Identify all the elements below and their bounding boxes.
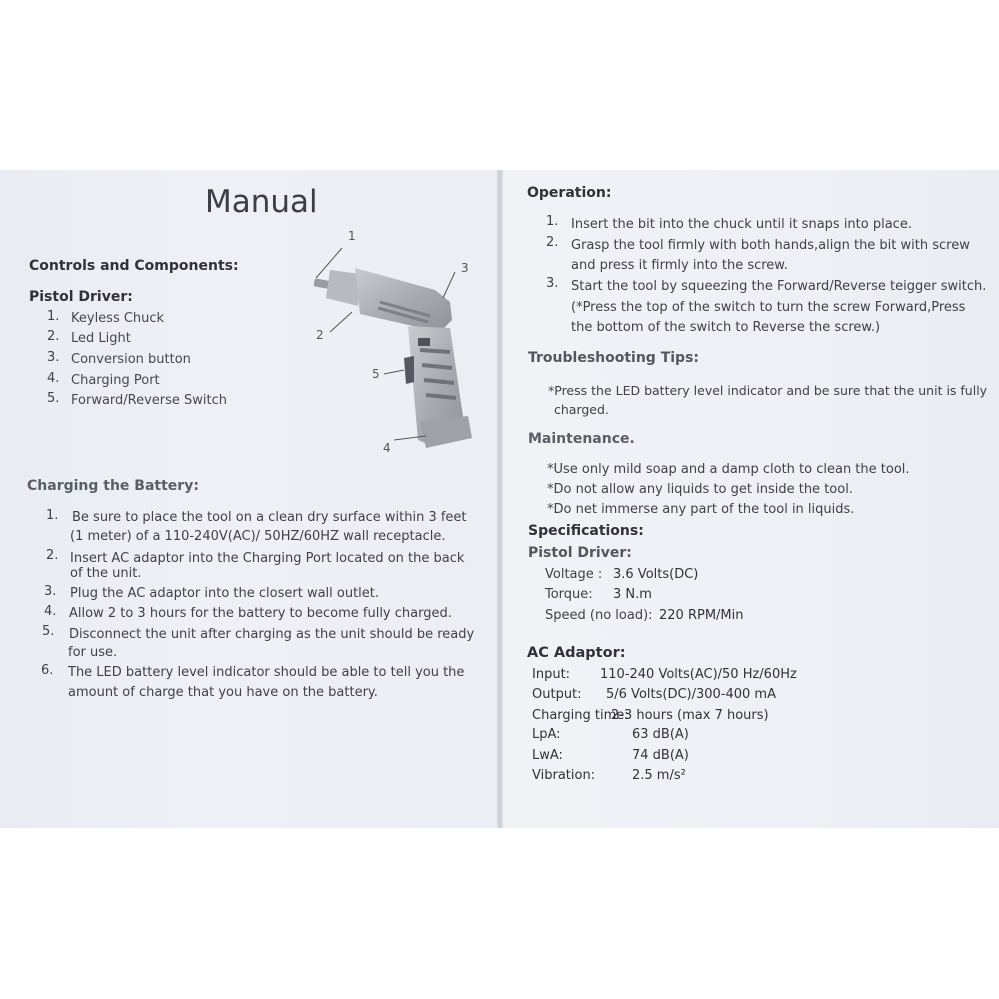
callout-1: 1 — [348, 229, 356, 243]
spec-label: LwA: — [532, 748, 563, 763]
troubleshooting-tip: charged. — [554, 402, 609, 417]
page-title: Manual — [205, 184, 318, 220]
specifications-heading: Specifications: — [528, 523, 644, 539]
spec-value: 3.6 Volts(DC) — [613, 567, 699, 582]
spec-label: Voltage : — [545, 567, 603, 582]
spec-label: Vibration: — [532, 768, 596, 783]
operation-step-line: (*Press the top of the switch to turn the screw Forward,Press — [571, 300, 966, 315]
callout-4: 4 — [383, 441, 391, 455]
spec-value: 74 dB(A) — [632, 748, 689, 763]
charging-step-line: amount of charge that you have on the battery. — [68, 685, 378, 700]
spec-label: Torque: — [545, 587, 593, 602]
spec-label: Charging time: — [532, 708, 629, 723]
operation-step-line: the bottom of the switch to Reverse the screw.) — [571, 320, 881, 335]
step-number: 6. — [41, 663, 54, 678]
spec-value: 5/6 Volts(DC)/300-400 mA — [606, 687, 776, 702]
component-led-light: Led Light — [71, 331, 131, 346]
operation-step-line: Insert the bit into the chuck until it snaps into place. — [571, 217, 912, 232]
maintenance-item: *Do net immerse any part of the tool in liquids. — [547, 502, 855, 517]
step-number: 3. — [44, 584, 57, 599]
charging-step-line: of the unit. — [70, 566, 142, 581]
operation-step-line: Grasp the tool firmly with both hands,align the bit with screw — [571, 238, 970, 253]
step-number: 5. — [42, 624, 55, 639]
charging-step-line: Disconnect the unit after charging as the unit should be ready — [69, 627, 475, 642]
operation-step-line: Start the tool by squeezing the Forward/Reverse teigger switch. — [571, 279, 987, 294]
charging-step-line: The LED battery level indicator should be able to tell you the — [68, 665, 465, 680]
charging-step-line: for use. — [68, 645, 118, 660]
step-number: 1. — [546, 214, 559, 229]
spec-label: Input: — [532, 667, 571, 682]
component-charging-port: Charging Port — [71, 373, 160, 388]
component-number: 2. — [47, 329, 60, 344]
charging-step-line: Be sure to place the tool on a clean dry surface within 3 feet — [72, 510, 467, 525]
spec-label: LpA: — [532, 727, 561, 742]
charging-step-line: (1 meter) of a 110-240V(AC)/ 50HZ/60HZ wall receptacle. — [70, 529, 446, 544]
callout-5: 5 — [372, 367, 380, 381]
charging-step-line: Allow 2 to 3 hours for the battery to become fully charged. — [69, 606, 452, 621]
maintenance-item: *Use only mild soap and a damp cloth to clean the tool. — [547, 462, 910, 477]
component-number: 1. — [47, 309, 60, 324]
component-conversion-button: Conversion button — [71, 352, 191, 367]
operation-step-line: and press it firmly into the screw. — [571, 258, 788, 273]
component-keyless-chuck: Keyless Chuck — [71, 311, 165, 326]
spec-label: Output: — [532, 687, 582, 702]
charging-step-line: Insert AC adaptor into the Charging Port located on the back — [70, 551, 465, 566]
ac-adaptor-heading: AC Adaptor: — [527, 645, 626, 661]
spec-value: 110-240 Volts(AC)/50 Hz/60Hz — [600, 667, 797, 682]
charging-step-line: Plug the AC adaptor into the closert wall outlet. — [70, 586, 380, 601]
spec-value: 2-3 hours (max 7 hours) — [611, 708, 769, 723]
troubleshooting-heading: Troubleshooting Tips: — [528, 350, 700, 366]
spec-value: 3 N.m — [613, 587, 652, 602]
troubleshooting-tip: *Press the LED battery level indicator and be sure that the unit is fully — [548, 383, 988, 398]
step-number: 4. — [44, 604, 57, 619]
step-number: 2. — [46, 548, 59, 563]
step-number: 3. — [546, 276, 559, 291]
spec-pistol-heading: Pistol Driver: — [528, 545, 632, 561]
component-number: 5. — [47, 391, 60, 406]
maintenance-item: *Do not allow any liquids to get inside the tool. — [547, 482, 853, 497]
step-number: 1. — [46, 508, 59, 523]
step-number: 2. — [546, 235, 559, 250]
controls-heading: Controls and Components: — [29, 258, 239, 274]
callout-2: 2 — [316, 328, 324, 342]
component-number: 3. — [47, 350, 60, 365]
spec-value: 220 RPM/Min — [659, 608, 744, 623]
pistol-driver-heading: Pistol Driver: — [29, 289, 133, 305]
spec-label: Speed (no load): — [545, 608, 653, 623]
spec-value: 2.5 m/s² — [632, 768, 686, 783]
component-forward-reverse-switch: Forward/Reverse Switch — [71, 393, 228, 408]
maintenance-heading: Maintenance. — [528, 431, 635, 447]
callout-3: 3 — [461, 261, 469, 275]
component-number: 4. — [47, 371, 60, 386]
spec-value: 63 dB(A) — [632, 727, 689, 742]
operation-heading: Operation: — [527, 185, 612, 201]
charging-heading: Charging the Battery: — [27, 478, 199, 494]
